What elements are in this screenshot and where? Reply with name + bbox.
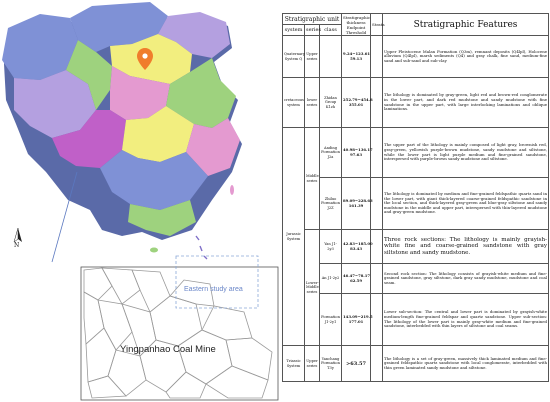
cell-series: Lower-Middle series [305,230,320,346]
table-row [283,264,549,294]
cell-features: The lithology is dominated by medium and fine-grained feldspathic quartz sand in the lower part, with giant thick-layered coarse-grained feldspathic sandstone in the local section, and thick-layered gray-green and blue-gray siltstone and sandy mudstone in the middle and upper part, interspersed with thin-layered mudstone and gray-green mudstone. [383,178,549,230]
header-stratigraphic-unit: Stratigraphic unit [283,14,342,25]
cell-system-jurassic: Jurassic System [283,128,305,346]
china-map [2,2,242,253]
cell-class [320,36,342,78]
cell-features: Upper Pleistocene Malan Formation (Q3m), remnant deposits (Q4lpl), Holocene alluvium (Q4lpl), marsh sediments (Q4) and gray chalk, fine sand, medium-fine sand and sub-sand and sub-clay [383,36,549,78]
north-label: N [14,242,20,249]
cell-features: The lithology is a set of gray-green, massively thick laminated medium and fine-grained feldspathic quartz sandstone with local conglomerate, interbedded with thin green laminated sandy mudstone and siltstone. [383,346,549,382]
cell-features: Lower sub-section: The central and lower part is dominated by grayish-white medium-length fine-grained feldspar and quartz sandstone. Upper sub-section: The lithology of the lower part is mainly gray-white medium and fine-grained sandstone, interbedded with thin layers of siltstone and coal seams. [383,294,549,346]
header-features: Stratigraphic Features [383,14,549,36]
strata-column [371,36,383,78]
table-row [283,36,549,78]
header-thickness [342,14,371,36]
cell-series: Upper series [305,346,320,382]
cell-features: The lithology is dominated by gray-green, light red and brown-red conglomerate in the lower part, and dark red mudstone and sandy mudstone with fine sandstone in the upper part, with large interlocking laminations and oblique laminations. [383,78,549,128]
cell-system: Triassic System [283,346,305,382]
cell-class: Yanchang Formation T3y [320,346,342,382]
strata-column [371,78,383,128]
cell-series: lower series [305,78,320,128]
header-threshold-label: Endpoint Threshold [345,24,367,35]
strata-column [371,264,383,294]
eastern-study-area-label: Eastern study area [184,286,243,293]
cell-thickness: 9.24~123.61 59.13 [342,36,371,78]
cell-class: Yan J1-2y3 [320,230,342,264]
cell-features: Second rock section: The lithology consists of grayish-white medium and fine-grained sandstone, gray siltstone, dark gray sandy mudstone, mudstone and coal seam. [383,264,549,294]
cell-features: Three rock sections: The lithology is mainly grayish-white fine and coarse-grained sandstone with gray siltstone and sandy mudstone. [383,230,549,264]
cell-class: An J1-2y2 [320,264,342,294]
stratigraphic-table [282,13,549,382]
cell-thickness: >63.57 [342,346,371,382]
table-row [283,128,549,178]
north-arrow-icon [14,228,22,242]
strata-column [371,294,383,346]
cell-thickness: 46.47~78.17 62.59 [342,264,371,294]
cell-class: Formation J1-2y1 [320,294,342,346]
mine-label: Yingpanhao Coal Mine [120,344,216,355]
cell-thickness: 40.98~136.17 97.63 [342,128,371,178]
cell-system: cretaceous system [283,78,305,128]
cell-series: Upper series [305,36,320,78]
strata-column [371,178,383,230]
table-row [283,178,549,230]
cell-thickness: 143.09~219.5 177.01 [342,294,371,346]
header-class: class [320,25,342,36]
cell-thickness: 252.79~454.8 355.01 [342,78,371,128]
cell-series: Middle series [305,128,320,230]
strata-column [371,128,383,178]
cell-class: Zhidan Group K1zh [320,78,342,128]
stratigraphic-table-wrapper [282,13,548,399]
header-thickness-label: Stratigraphic thickness [343,14,371,25]
table-row [283,346,549,382]
cell-class: Anding Formation J2a [320,128,342,178]
header-series: series [305,25,320,36]
table-row [283,294,549,346]
strata-column [371,230,383,264]
table-row [283,230,549,264]
cell-system: Quaternary System Q [283,36,305,78]
header-row-main [283,14,549,25]
header-system: system [283,25,305,36]
cell-thickness: 42.83~185.00 83.43 [342,230,371,264]
cell-features: The upper part of the lithology is mainly composed of light gray, brownish red, gray-green, yellowish purple-brown mudstone, sandy mudstone and siltstone, while the lower part is light purple medium and fine-grained sandstone, interspersed with purple-brown sandy mudstone and siltstone. [383,128,549,178]
header-strata: Strata [371,14,383,36]
strata-column [371,346,383,382]
table-row [283,78,549,128]
cell-class: Zhiluo Formation J2Z [320,178,342,230]
cell-thickness: 89.09~228.63 161.39 [342,178,371,230]
